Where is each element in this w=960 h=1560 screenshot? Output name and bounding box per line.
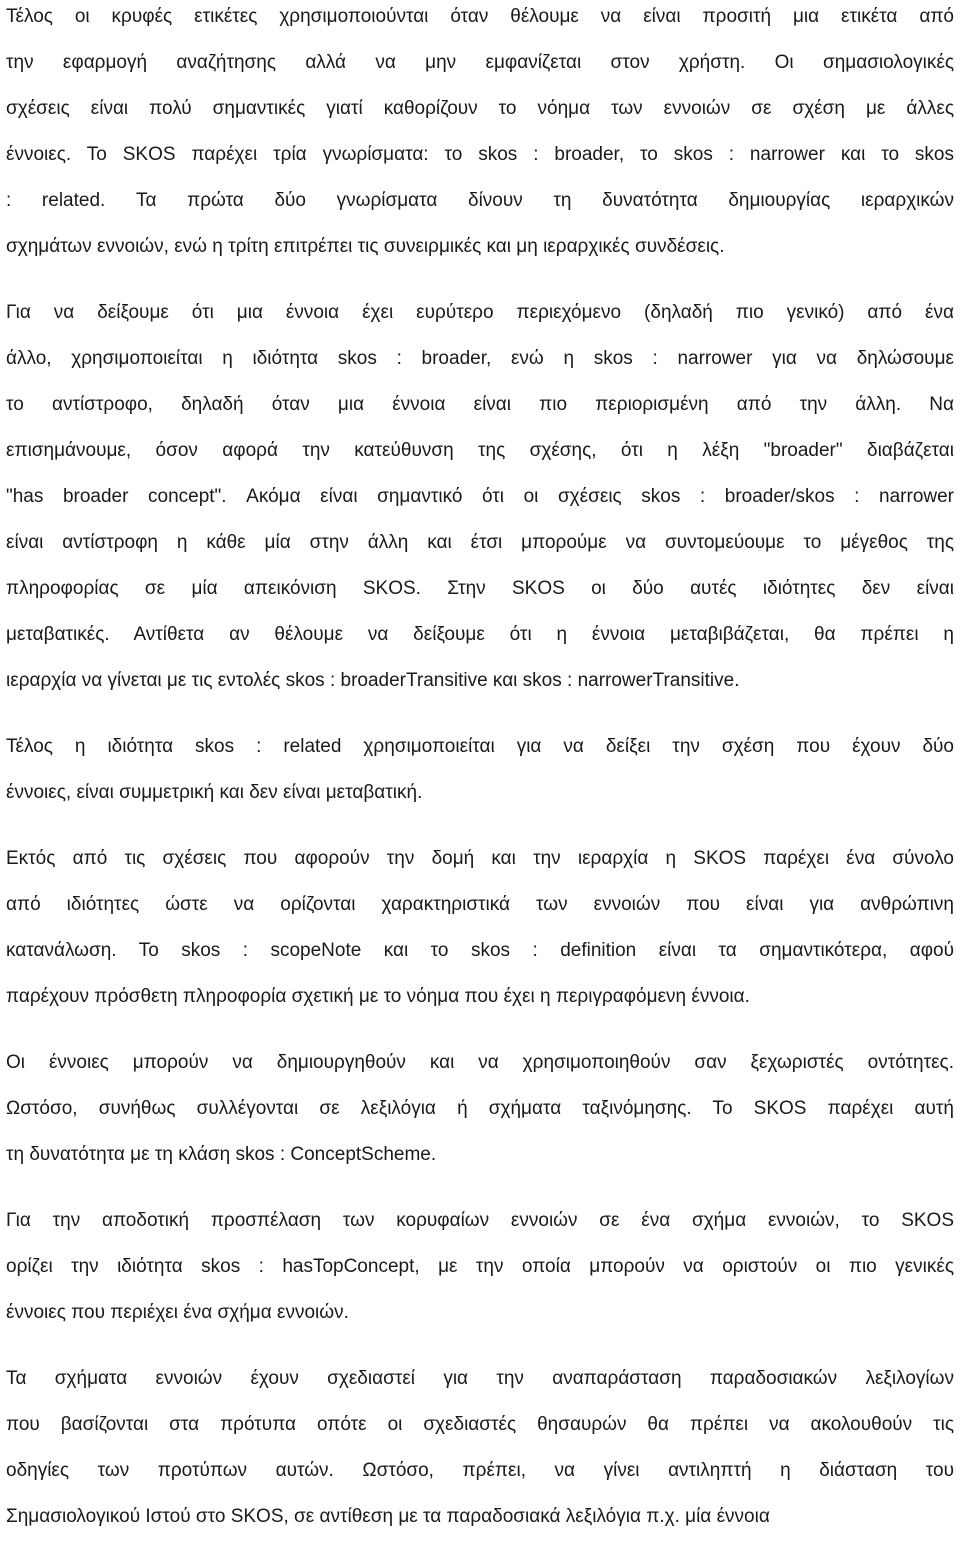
text-line: άλλο, χρησιμοποιείται η ιδιότητα skos : broader, ενώ η skos : narrower για να δηλώσουμε	[6, 348, 954, 369]
paragraph-1	[6, 0, 954, 270]
text-line: έννοιες. Το SKOS παρέχει τρία γνωρίσματα: το skos : broader, το skos : narrower και το skos	[6, 144, 954, 165]
text-line: Ωστόσο, συνήθως συλλέγονται σε λεξιλόγια ή σχήματα ταξινόμησης. Το SKOS παρέχει αυτή	[6, 1098, 954, 1119]
text-line: οδηγίες των προτύπων αυτών. Ωστόσο, πρέπει, να γίνει αντιληπτή η διάσταση του	[6, 1460, 954, 1481]
paragraph-2	[6, 290, 954, 704]
paragraph-6	[6, 1198, 954, 1336]
text-line: Εκτός από τις σχέσεις που αφορούν την δομή και την ιεραρχία η SKOS παρέχει ένα σύνολο	[6, 848, 954, 869]
text-line: από ιδιότητες ώστε να ορίζονται χαρακτηριστικά των εννοιών που είναι για ανθρώπινη	[6, 894, 954, 915]
text-line: Σημασιολογικού Ιστού στο SKOS, σε αντίθεση με τα παραδοσιακά λεξιλόγια π.χ. μία έννοια	[6, 1506, 770, 1527]
text-line: μεταβατικές. Αντίθετα αν θέλουμε να δείξουμε ότι η έννοια μεταβιβάζεται, θα πρέπει η	[6, 624, 954, 645]
text-line: : related. Τα πρώτα δύο γνωρίσματα δίνουν τη δυνατότητα δημιουργίας ιεραρχικών	[6, 190, 954, 211]
text-line: Οι έννοιες μπορούν να δημιουργηθούν και να χρησιμοποιηθούν σαν ξεχωριστές οντότητες.	[6, 1052, 954, 1073]
paragraph-5	[6, 1040, 954, 1178]
text-line: κατανάλωση. Το skos : scopeNote και το skos : definition είναι τα σημαντικότερα, αφού	[6, 940, 954, 961]
text-line: παρέχουν πρόσθετη πληροφορία σχετική με το νόημα που έχει η περιγραφόμενη έννοια.	[6, 986, 750, 1007]
text-line: είναι αντίστροφη η κάθε μία στην άλλη και έτσι μπορούμε να συντομεύουμε το μέγεθος της	[6, 532, 954, 553]
text-line: ορίζει την ιδιότητα skos : hasTopConcept, με την οποία μπορούν να οριστούν οι πιο γενικές	[6, 1256, 954, 1277]
text-line: "has broader concept". Ακόμα είναι σημαντικό ότι οι σχέσεις skos : broader/skos : narrower	[6, 486, 954, 507]
text-line: Τέλος η ιδιότητα skos : related χρησιμοποιείται για να δείξει την σχέση που έχουν δύο	[6, 736, 954, 757]
paragraph-7	[6, 1356, 954, 1540]
text-line: Τέλος οι κρυφές ετικέτες χρησιμοποιούνται όταν θέλουμε να είναι προσιτή μια ετικέτα από	[6, 6, 954, 27]
text-line: έννοιες που περιέχει ένα σχήμα εννοιών.	[6, 1302, 349, 1323]
text-line: Τα σχήματα εννοιών έχουν σχεδιαστεί για την αναπαράσταση παραδοσιακών λεξιλογίων	[6, 1368, 954, 1389]
text-line: έννοιες, είναι συμμετρική και δεν είναι μεταβατική.	[6, 782, 423, 803]
text-line: που βασίζονται στα πρότυπα οπότε οι σχεδιαστές θησαυρών θα πρέπει να ακολουθούν τις	[6, 1414, 954, 1435]
text-line: σχημάτων εννοιών, ενώ η τρίτη επιτρέπει τις συνειρμικές και μη ιεραρχικές συνδέσεις.	[6, 236, 725, 257]
document-body	[6, 0, 954, 1540]
text-line: Για να δείξουμε ότι μια έννοια έχει ευρύτερο περιεχόμενο (δηλαδή πιο γενικό) από ένα	[6, 302, 954, 323]
text-line: πληροφορίας σε μία απεικόνιση SKOS. Στην SKOS οι δύο αυτές ιδιότητες δεν είναι	[6, 578, 954, 599]
text-line: ιεραρχία να γίνεται με τις εντολές skos : broaderTransitive και skos : narrowerTransitive.	[6, 670, 740, 691]
paragraph-3	[6, 724, 954, 816]
text-line: επισημάνουμε, όσον αφορά την κατεύθυνση της σχέσης, ότι η λέξη "broader" διαβάζεται	[6, 440, 954, 461]
text-line: την εφαρμογή αναζήτησης αλλά να μην εμφανίζεται στον χρήστη. Οι σημασιολογικές	[6, 52, 954, 73]
text-line: σχέσεις είναι πολύ σημαντικές γιατί καθορίζουν το νόημα των εννοιών σε σχέση με άλλες	[6, 98, 954, 119]
text-line: τη δυνατότητα με τη κλάση skos : ConceptScheme.	[6, 1144, 437, 1165]
text-line: Για την αποδοτική προσπέλαση των κορυφαίων εννοιών σε ένα σχήμα εννοιών, το SKOS	[6, 1210, 954, 1231]
paragraph-4	[6, 836, 954, 1020]
document-page	[6, 0, 954, 1560]
text-line: το αντίστροφο, δηλαδή όταν μια έννοια είναι πιο περιορισμένη από την άλλη. Να	[6, 394, 954, 415]
